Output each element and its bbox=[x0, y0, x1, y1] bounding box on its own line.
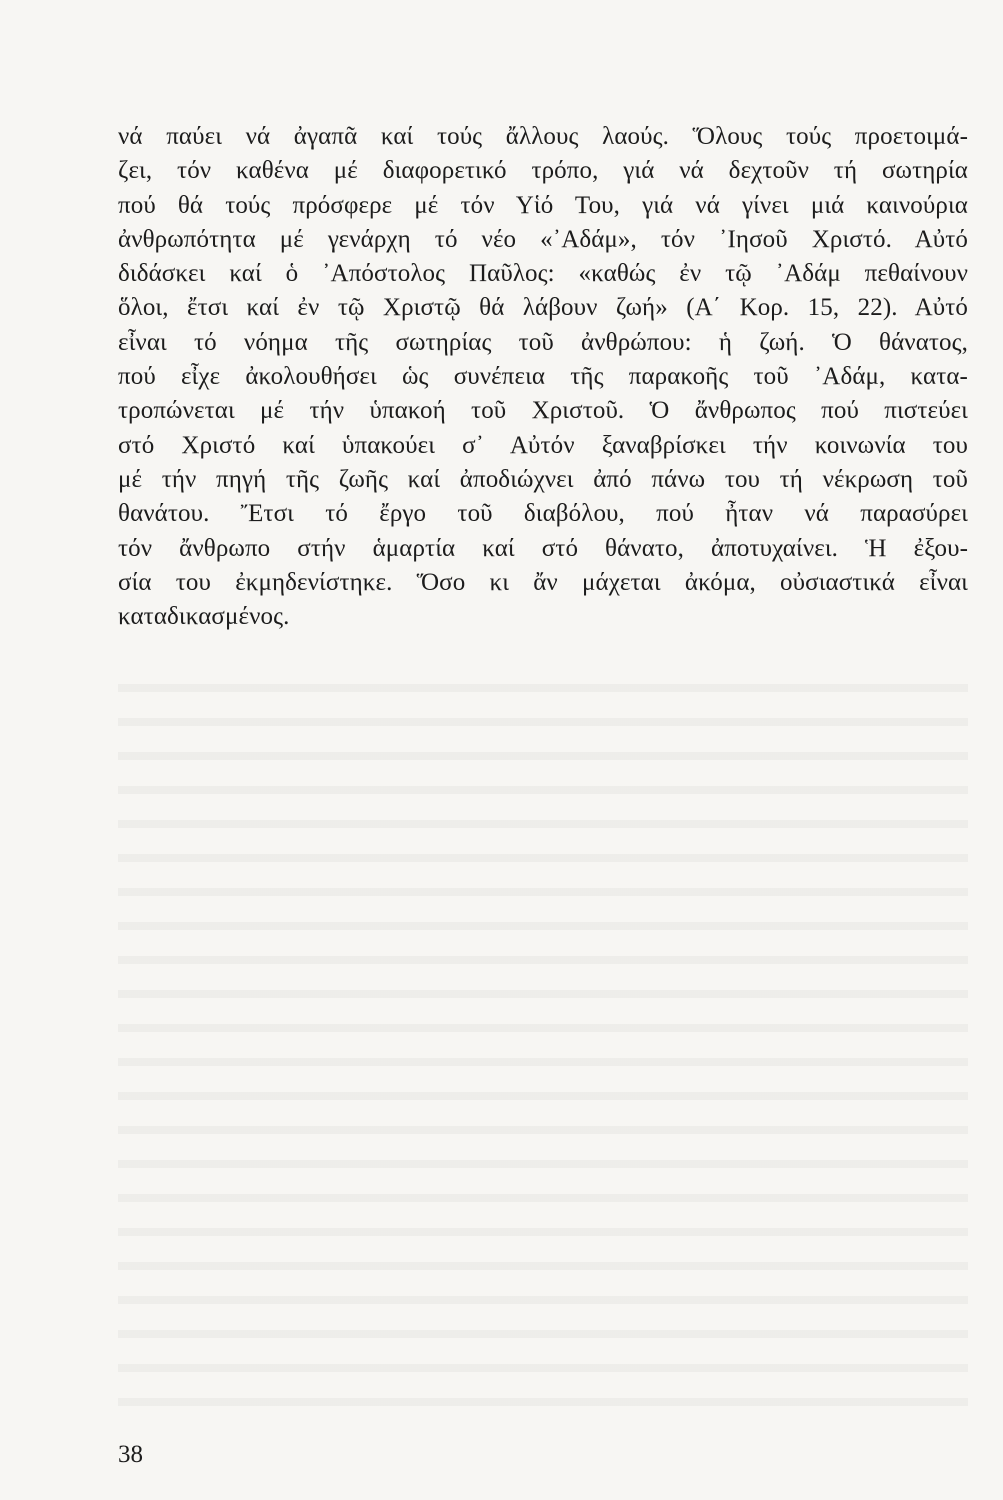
text-line: σία του ἐκμηδενίστηκε. Ὅσο κι ἄν μάχεται ἀκόμα, οὐσιαστικά εἶναι bbox=[118, 568, 968, 596]
text-line: εἶναι τό νόημα τῆς σωτηρίας τοῦ ἀνθρώπου: ἡ ζωή. Ὁ θάνατος, bbox=[118, 328, 968, 356]
text-line: θανάτου. Ἔτσι τό ἔργο τοῦ διαβόλου, πού ἦταν νά παρασύρει bbox=[118, 500, 968, 528]
text-line-last: καταδικασμένος. bbox=[118, 603, 290, 631]
reverse-side-bleed-through bbox=[118, 670, 968, 1410]
text-line: νά παύει νά ἀγαπᾶ καί τούς ἄλλους λαούς. Ὅλους τούς προετοιμά- bbox=[118, 123, 968, 150]
text-line: πού θά τούς πρόσφερε μέ τόν Υἱό Του, γιά νά γίνει μιά καινούρια bbox=[118, 191, 968, 219]
text-line: τόν ἄνθρωπο στήν ἁμαρτία καί στό θάνατο, ἀποτυχαίνει. Ἡ ἐξου- bbox=[118, 534, 968, 562]
page-number: 38 bbox=[118, 1441, 143, 1468]
text-line: τροπώνεται μέ τήν ὑπακοή τοῦ Χριστοῦ. Ὁ ἄνθρωπος πού πιστεύει bbox=[118, 397, 968, 425]
text-line: ἀνθρωπότητα μέ γενάρχη τό νέο «᾿Αδάμ», τόν ᾿Ιησοῦ Χριστό. Αὐτό bbox=[118, 225, 968, 253]
body-text bbox=[118, 120, 968, 634]
text-line: διδάσκει καί ὁ ᾿Απόστολος Παῦλος: «καθώς ἐν τῷ ᾿Αδάμ πεθαίνουν bbox=[118, 260, 968, 288]
text-line: στό Χριστό καί ὑπακούει σ᾿ Αὐτόν ξαναβρίσκει τήν κοινωνία του bbox=[118, 431, 968, 459]
text-line: ζει, τόν καθένα μέ διαφορετικό τρόπο, γιά νά δεχτοῦν τή σωτηρία bbox=[118, 157, 968, 185]
text-line: ὅλοι, ἔτσι καί ἐν τῷ Χριστῷ θά λάβουν ζωή» (Α΄ Κορ. 15, 22). Αὐτό bbox=[118, 294, 968, 322]
text-line: πού εἶχε ἀκολουθήσει ὡς συνέπεια τῆς παρακοῆς τοῦ ᾿Αδάμ, κατα- bbox=[118, 363, 968, 391]
text-line: μέ τήν πηγή τῆς ζωῆς καί ἀποδιώχνει ἀπό πάνω του τή νέκρωση τοῦ bbox=[118, 465, 968, 493]
